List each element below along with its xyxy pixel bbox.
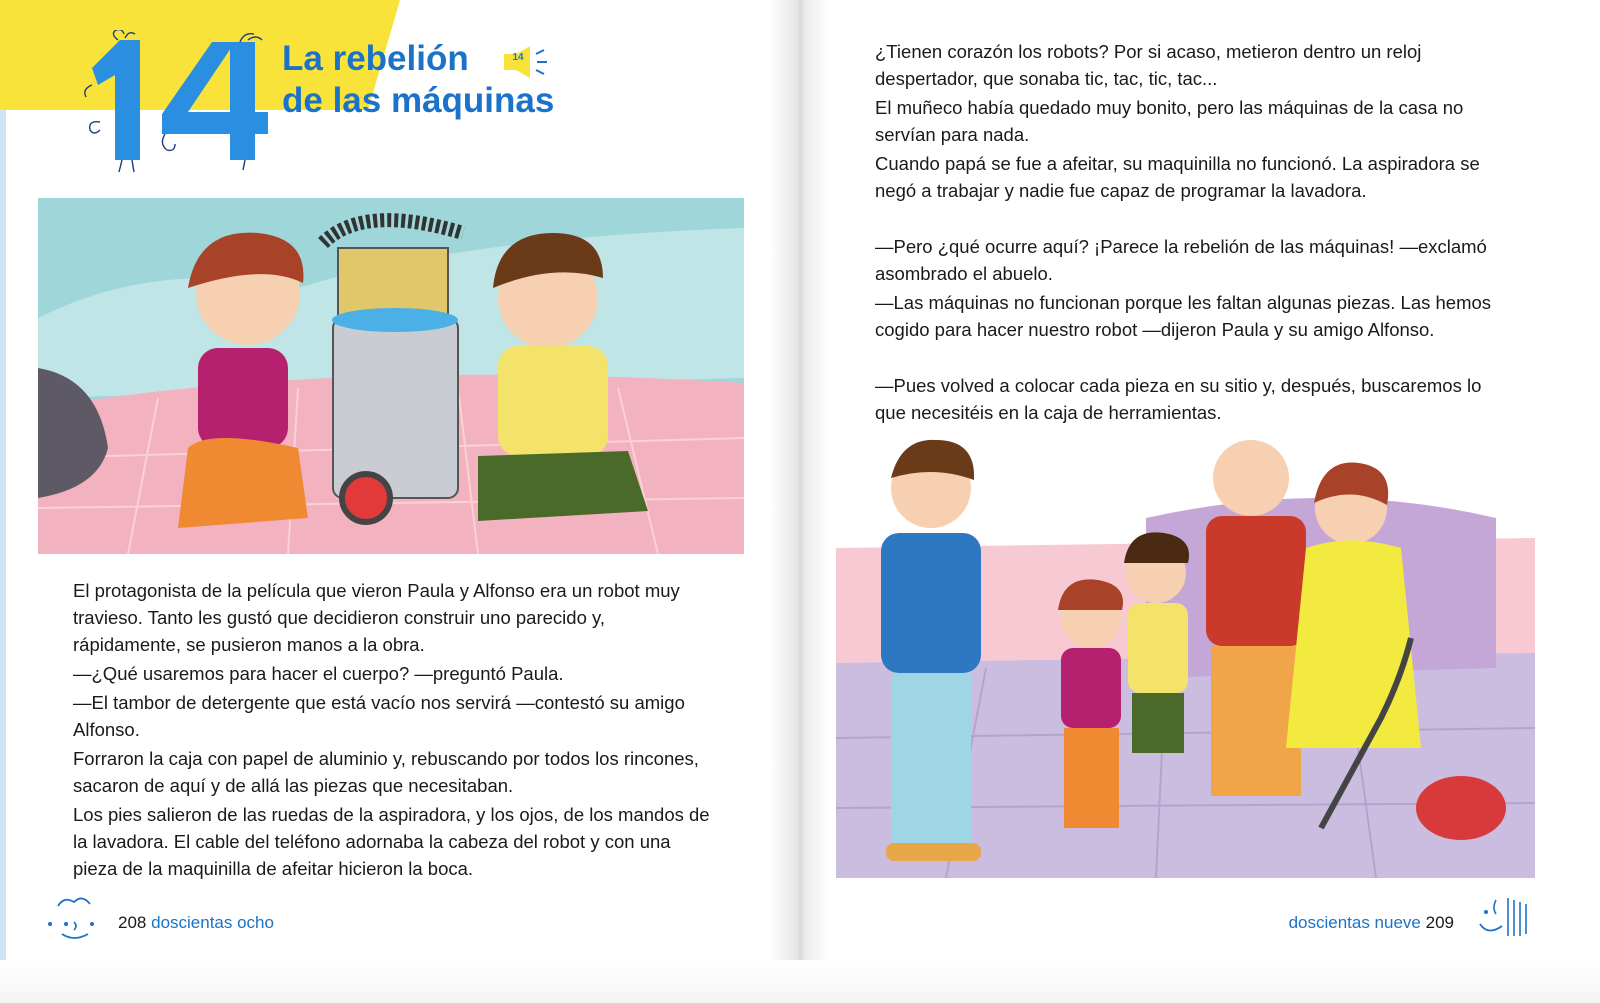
illustration-children-building-robot bbox=[38, 198, 744, 554]
page-number-right: 209 bbox=[1425, 913, 1454, 932]
page-footer-right bbox=[1289, 913, 1454, 933]
boy-figure-2 bbox=[1124, 532, 1189, 753]
audio-track-number: 14 bbox=[512, 52, 524, 63]
chapter-number-14 bbox=[70, 30, 280, 180]
girl-figure-2 bbox=[1058, 579, 1123, 828]
illustration-family-living-room bbox=[836, 438, 1535, 878]
right-paragraph-1: ¿Tienen corazón los robots? Por si acaso, metieron dentro un reloj despertador, que sonaba tic, tac, tic, tac... bbox=[875, 41, 1422, 89]
title-line-1: La rebelión bbox=[282, 39, 469, 78]
left-paragraph-1: El protagonista de la película que vieron Paula y Alfonso era un robot muy travieso. Tanto les gustó que decidieron construir uno parecido y, rápidamente, se pusieron manos a la obra. bbox=[73, 580, 680, 655]
right-paragraph-5: —Las máquinas no funcionan porque les faltan algunas piezas. Las hemos cogido para hacer nuestro robot —dijeron Paula y su amigo Alfonso. bbox=[875, 292, 1492, 340]
page-edge bbox=[0, 0, 6, 960]
right-paragraph-2: El muñeco había quedado muy bonito, pero las máquinas de la casa no servían para nada. bbox=[875, 97, 1464, 145]
left-paragraph-4: Forraron la caja con papel de aluminio y, rebuscando por todos los rincones, sacaron de aquí y de allá las piezas que necesitaban. bbox=[73, 748, 699, 796]
page-number-word-right: doscientas nueve bbox=[1288, 913, 1421, 932]
left-paragraph-5: Los pies salieron de las ruedas de la aspiradora, y los ojos, de los mandos de la lavadora. El cable del teléfono adornaba la cabeza del robot y con una pieza de la maquinilla de afeitar hicieron la boca. bbox=[73, 804, 710, 879]
page-bottom-shadow bbox=[0, 960, 1600, 1003]
left-paragraph-3: —El tambor de detergente que está vacío nos servirá —contestó su amigo Alfonso. bbox=[73, 692, 685, 740]
right-paragraph-3: Cuando papá se fue a afeitar, su maquinilla no funcionó. La aspiradora se negó a trabajar y nadie fue capaz de programar la lavadora. bbox=[875, 153, 1480, 201]
page-footer-left bbox=[118, 913, 274, 933]
face-doodle-icon bbox=[44, 896, 104, 940]
page-number-word-left: doscientas ocho bbox=[151, 913, 274, 932]
father-figure bbox=[881, 440, 981, 861]
title-line-2: de las máquinas bbox=[282, 81, 555, 120]
right-paragraph-6: —Pues volved a colocar cada pieza en su sitio y, después, buscaremos lo que necesitéis en la caja de herramientas. bbox=[875, 375, 1482, 423]
face-doodle-icon bbox=[1470, 894, 1530, 942]
book-gutter bbox=[770, 0, 830, 1003]
left-paragraph-2: —¿Qué usaremos para hacer el cuerpo? —preguntó Paula. bbox=[73, 663, 564, 684]
chapter-digit-4 bbox=[162, 42, 268, 160]
robot-figure bbox=[323, 220, 463, 522]
page-number-left: 208 bbox=[118, 913, 147, 932]
right-paragraph-4: —Pero ¿qué ocurre aquí? ¡Parece la rebelión de las máquinas! —exclamó asombrado el abuelo. bbox=[875, 236, 1487, 284]
chapter-digit-1 bbox=[92, 40, 140, 160]
